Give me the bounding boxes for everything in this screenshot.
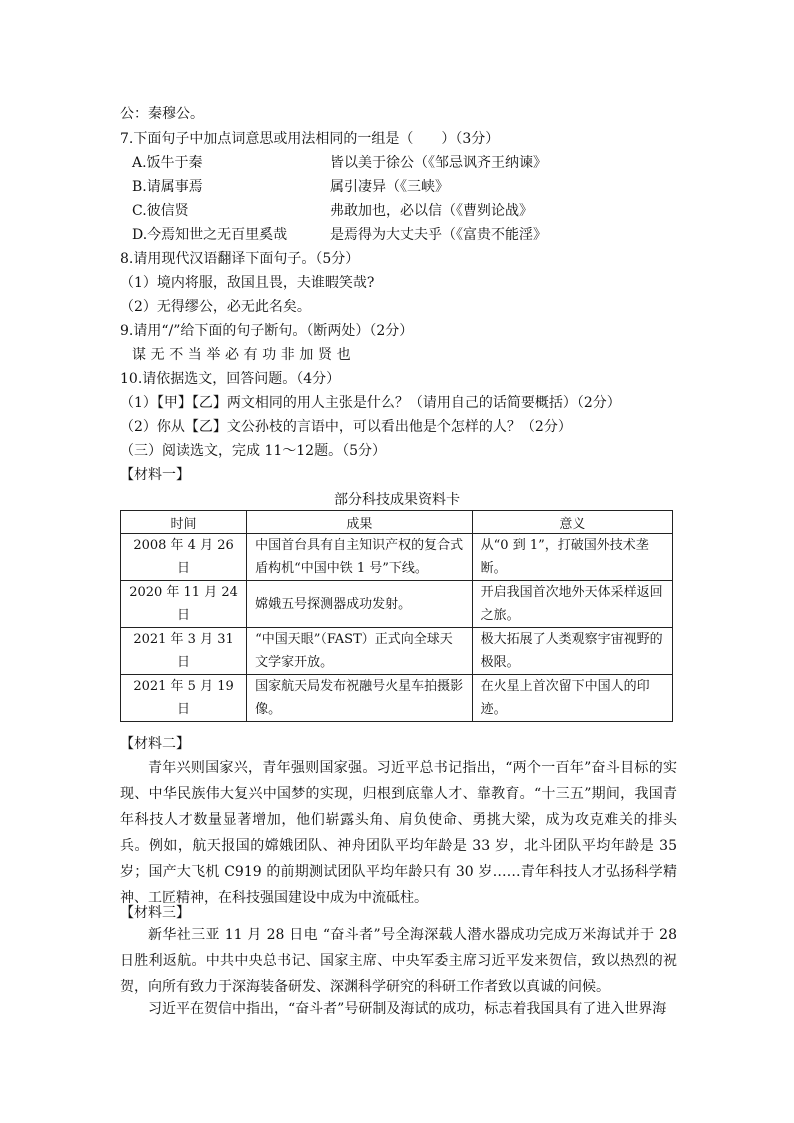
table-cell-date: 2021 年 5 月 19 日 (121, 675, 247, 722)
question-9-sentence: 谋无不当举必有功非加贤也 (132, 347, 356, 363)
table-cell-achievement: 中国首台具有自主知识产权的复合式盾构机“中国中铁 1 号”下线。 (247, 534, 473, 581)
q7-option-b-right: 属引凄异（《三峡》 (330, 179, 449, 195)
q7-option-a-right: 皆以美于徐公（《邹忌讽齐王纳谏》 (330, 155, 547, 171)
table-cell-significance: 在火星上首次留下中国人的印迹。 (472, 675, 672, 722)
table-row (121, 534, 673, 581)
table-header-significance: 意义 (472, 511, 672, 534)
material-2-paragraph: 青年兴则国家兴，青年强则国家强。习近平总书记指出，“两个一百年”奋斗目标的实现、中华民族伟大复兴中国梦的实现，归根到底靠人才、靠教育。“十三五”期间，我国青年科技人才数量显著增加，他们崭露头角、肩负使命、勇挑大梁，成为攻克难关的排头兵。例如，航天报国的嫦娥团队、神舟团队平均年龄是 33 岁，北斗团队平均年龄是 35 岁；国产大飞机 C919 的前期测试团队平均年龄只有 30 岁……青年科技人才弘扬科学精神、工匠精神，在科技强国建设中成为中流砥柱。 (120, 760, 677, 906)
material-3-label: 【材料三】 (120, 905, 190, 921)
question-9: 9.请用“/”给下面的句子断句。（断两处）（2分） (120, 323, 414, 339)
question-8-2: （2）无得缪公，必无此名矣。 (120, 299, 311, 315)
q7-option-a-left: A.饭牛于秦 (132, 155, 203, 171)
q7-option-c-left: C.彼信贤 (132, 203, 189, 219)
q7-option-b-left: B.请属事焉 (132, 179, 203, 195)
table-cell-achievement: 嫦娥五号探测器成功发射。 (247, 581, 473, 628)
table-title: 部分科技成果资料卡 (334, 492, 460, 508)
table-header-row (121, 511, 673, 534)
table-cell-significance: 从“0 到 1”，打破国外技术垄断。 (472, 534, 672, 581)
question-10: 10.请依据选文，回答问题。（4分） (120, 371, 341, 387)
question-10-2: （2）你从【乙】文公孙枝的言语中，可以看出他是个怎样的人？（2分） (120, 419, 572, 435)
table-cell-date: 2020 年 11 月 24 日 (121, 581, 247, 628)
table-cell-date: 2008 年 4 月 26 日 (121, 534, 247, 581)
material-3-paragraph-2: 习近平在贺信中指出，“奋斗者”号研制及海试的成功，标志着我国具有了进入世界海 (148, 1001, 667, 1017)
annotation-gong: 公：秦穆公。 (120, 106, 204, 122)
table-cell-significance: 极大拓展了人类观察宇宙视野的极限。 (472, 628, 672, 675)
table-header-achievement: 成果 (247, 511, 473, 534)
question-8-1: （1）境内将服，敌国且畏，夫谁暇笑哉? (120, 275, 375, 291)
table-row (121, 628, 673, 675)
table-cell-achievement: “中国天眼”（FAST）正式向全球天文学家开放。 (247, 628, 473, 675)
material-2-label: 【材料二】 (120, 736, 190, 752)
table-cell-significance: 开启我国首次地外天体采样返回之旅。 (472, 581, 672, 628)
material-3-paragraph-1: 新华社三亚 11 月 28 日电 “奋斗者”号全海深载人潜水器成功完成万米海试并于 28 日胜利返航。中共中央总书记、国家主席、中央军委主席习近平发来贺信，致以热烈的祝贺，向所有致力于深海装备研发、深渊科学研究的科研工作者致以真诚的问候。 (120, 927, 677, 995)
question-8: 8.请用现代汉语翻译下面句子。（5分） (120, 251, 360, 267)
achievements-table (120, 510, 673, 722)
table-cell-date: 2021 年 3 月 31 日 (121, 628, 247, 675)
q7-option-d-right: 是焉得为大丈夫乎（《富贵不能淫》 (330, 227, 547, 243)
table-cell-achievement: 国家航天局发布祝融号火星车拍摄影像。 (247, 675, 473, 722)
material-1-label: 【材料一】 (120, 467, 190, 483)
section-3-heading: （三）阅读选文，完成 11～12题。（5分） (120, 443, 386, 459)
table-row (121, 675, 673, 722)
q7-option-d-left: D.今焉知世之无百里奚哉 (132, 227, 288, 243)
question-10-1: （1）【甲】【乙】两文相同的用人主张是什么？（请用自己的话简要概括）（2分） (120, 395, 621, 411)
table-header-time: 时间 (121, 511, 247, 534)
question-7: 7.下面句子中加点词意思或用法相同的一组是（ ）（3分） (120, 131, 500, 147)
table-row (121, 581, 673, 628)
q7-option-c-right: 弗敢加也，必以信（《曹刿论战》 (330, 203, 533, 219)
